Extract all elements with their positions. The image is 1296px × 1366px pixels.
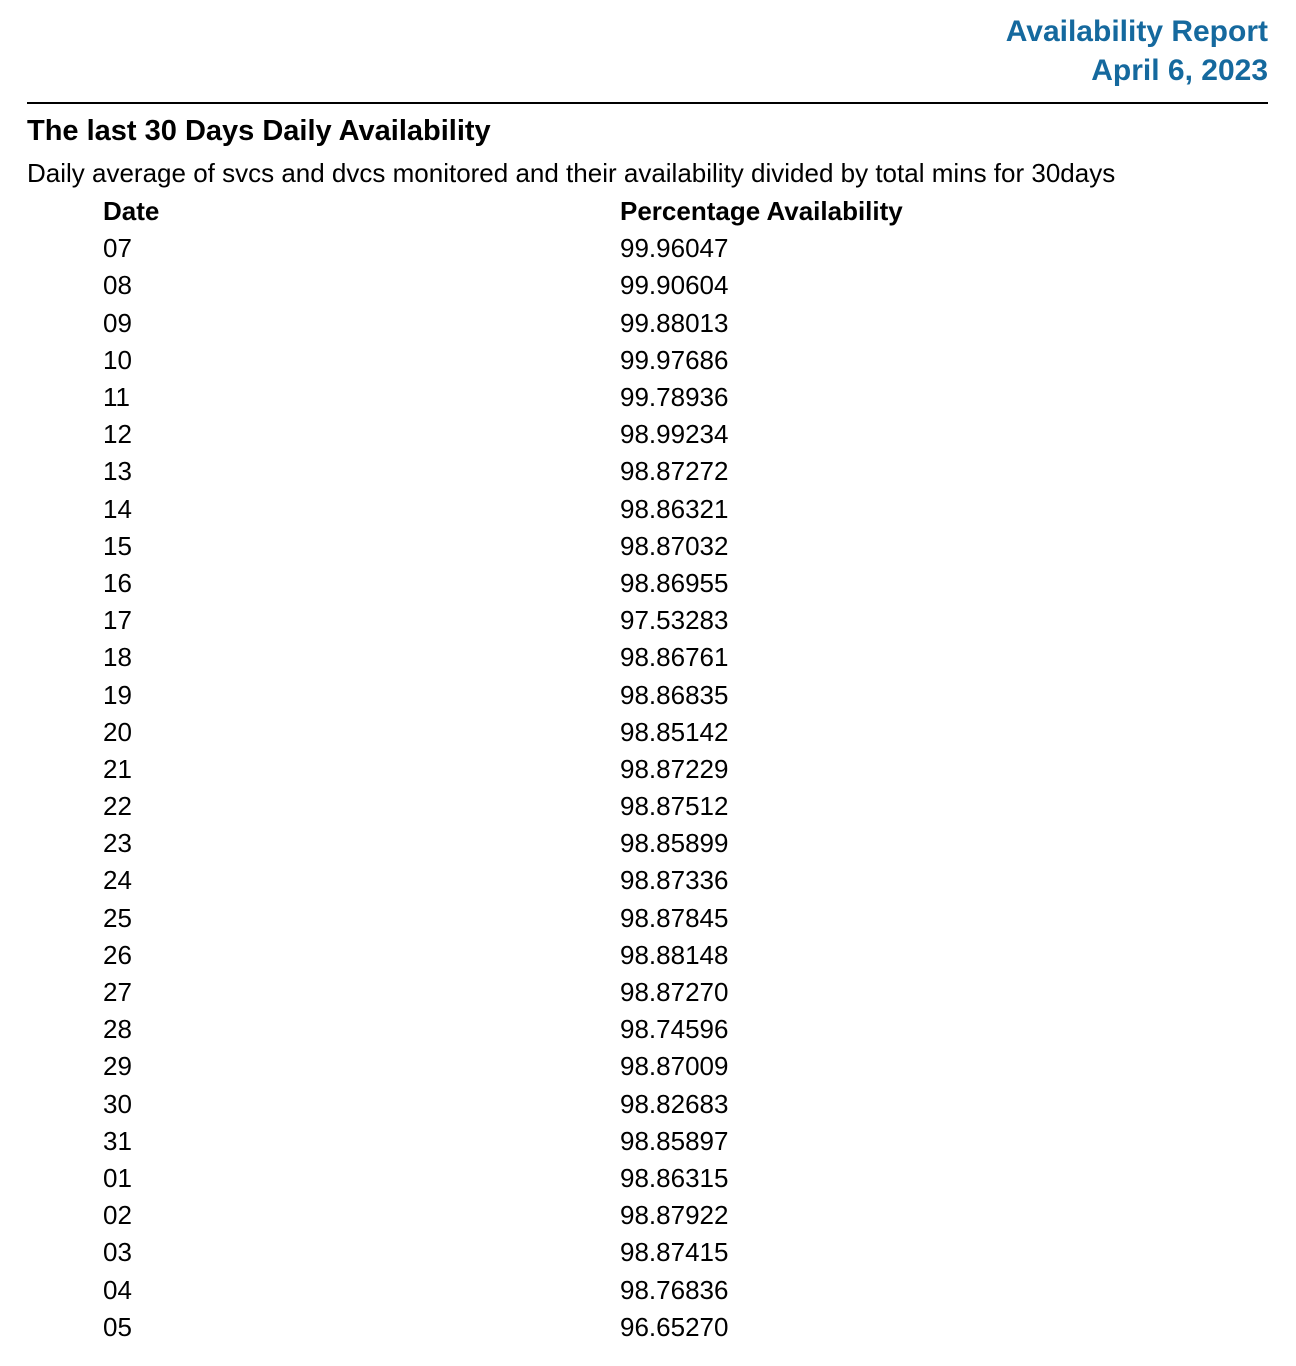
- table-row: [27, 900, 1268, 937]
- availability-cell: 98.87032: [620, 530, 729, 561]
- date-cell: 19: [103, 679, 132, 710]
- table-row: [27, 1011, 1268, 1048]
- date-cell: 25: [103, 902, 132, 933]
- table-row: [27, 305, 1268, 342]
- table-row: [27, 565, 1268, 602]
- table-row: [27, 1234, 1268, 1271]
- availability-cell: 98.86321: [620, 493, 729, 524]
- availability-cell: 98.85897: [620, 1125, 729, 1156]
- availability-cell: 99.90604: [620, 270, 729, 301]
- report-date: April 6, 2023: [1091, 54, 1268, 87]
- availability-table: [27, 193, 1268, 1346]
- availability-cell: 98.86955: [620, 567, 729, 598]
- date-cell: 30: [103, 1088, 132, 1119]
- availability-cell: 98.99234: [620, 419, 729, 450]
- table-row: [27, 528, 1268, 565]
- table-row: [27, 1160, 1268, 1197]
- table-body: [27, 230, 1268, 1346]
- availability-cell: 99.88013: [620, 307, 729, 338]
- table-row: [27, 1197, 1268, 1234]
- date-cell: 15: [103, 530, 132, 561]
- table-row: [27, 825, 1268, 862]
- availability-cell: 99.97686: [620, 344, 729, 375]
- availability-cell: 98.82683: [620, 1088, 729, 1119]
- availability-cell: 98.87229: [620, 753, 729, 784]
- date-cell: 29: [103, 1051, 132, 1082]
- date-cell: 13: [103, 456, 132, 487]
- table-row: [27, 676, 1268, 713]
- table-row: [27, 1271, 1268, 1308]
- table-row: [27, 937, 1268, 974]
- date-cell: 09: [103, 307, 132, 338]
- availability-cell: 98.87270: [620, 977, 729, 1008]
- date-cell: 31: [103, 1125, 132, 1156]
- table-row: [27, 862, 1268, 899]
- table-row: [27, 379, 1268, 416]
- header-divider: [27, 102, 1268, 104]
- date-cell: 24: [103, 865, 132, 896]
- availability-cell: 98.86835: [620, 679, 729, 710]
- section-subtitle: Daily average of svcs and dvcs monitored and their availability divided by total mins for 30days: [27, 158, 1116, 188]
- table-row: [27, 1048, 1268, 1085]
- column-header-availability: Percentage Availability: [620, 196, 903, 227]
- availability-cell: 98.87336: [620, 865, 729, 896]
- column-header-date: Date: [103, 196, 160, 227]
- availability-cell: 98.87845: [620, 902, 729, 933]
- date-cell: 08: [103, 270, 132, 301]
- availability-cell: 98.88148: [620, 939, 729, 970]
- table-row: [27, 788, 1268, 825]
- availability-cell: 97.53283: [620, 605, 729, 636]
- availability-cell: 98.87922: [620, 1200, 729, 1231]
- date-cell: 14: [103, 493, 132, 524]
- table-row: [27, 974, 1268, 1011]
- report-header: [27, 12, 1268, 90]
- date-cell: 16: [103, 567, 132, 598]
- table-row: [27, 453, 1268, 490]
- date-cell: 07: [103, 233, 132, 264]
- date-cell: 03: [103, 1237, 132, 1268]
- date-cell: 28: [103, 1014, 132, 1045]
- table-row: [27, 230, 1268, 267]
- date-cell: 20: [103, 716, 132, 747]
- availability-cell: 98.87415: [620, 1237, 729, 1268]
- table-row: [27, 602, 1268, 639]
- table-row: [27, 1123, 1268, 1160]
- date-cell: 27: [103, 977, 132, 1008]
- date-cell: 11: [103, 382, 130, 413]
- date-cell: 12: [103, 419, 132, 450]
- availability-cell: 98.86761: [620, 642, 729, 673]
- date-cell: 21: [103, 753, 132, 784]
- table-row: [27, 416, 1268, 453]
- date-cell: 05: [103, 1311, 132, 1342]
- table-row: [27, 491, 1268, 528]
- date-cell: 23: [103, 828, 132, 859]
- table-row: [27, 714, 1268, 751]
- table-row: [27, 751, 1268, 788]
- availability-cell: 98.87009: [620, 1051, 729, 1082]
- availability-cell: 98.87272: [620, 456, 729, 487]
- availability-cell: 98.74596: [620, 1014, 729, 1045]
- availability-cell: 98.85899: [620, 828, 729, 859]
- report-title: Availability Report: [1005, 15, 1268, 48]
- date-cell: 04: [103, 1274, 132, 1305]
- section-heading: The last 30 Days Daily Availability: [27, 115, 491, 147]
- table-row: [27, 1086, 1268, 1123]
- date-cell: 02: [103, 1200, 132, 1231]
- date-cell: 22: [103, 791, 132, 822]
- date-cell: 10: [103, 344, 132, 375]
- date-cell: 01: [103, 1162, 132, 1193]
- date-cell: 17: [103, 605, 132, 636]
- availability-cell: 99.96047: [620, 233, 729, 264]
- availability-cell: 96.65270: [620, 1311, 729, 1342]
- availability-cell: 98.86315: [620, 1162, 729, 1193]
- availability-cell: 98.76836: [620, 1274, 729, 1305]
- table-header-row: [27, 193, 1268, 230]
- availability-cell: 98.87512: [620, 791, 729, 822]
- table-row: [27, 342, 1268, 379]
- availability-cell: 99.78936: [620, 382, 729, 413]
- table-row: [27, 267, 1268, 304]
- date-cell: 18: [103, 642, 132, 673]
- table-row: [27, 639, 1268, 676]
- availability-cell: 98.85142: [620, 716, 729, 747]
- date-cell: 26: [103, 939, 132, 970]
- table-row: [27, 1309, 1268, 1346]
